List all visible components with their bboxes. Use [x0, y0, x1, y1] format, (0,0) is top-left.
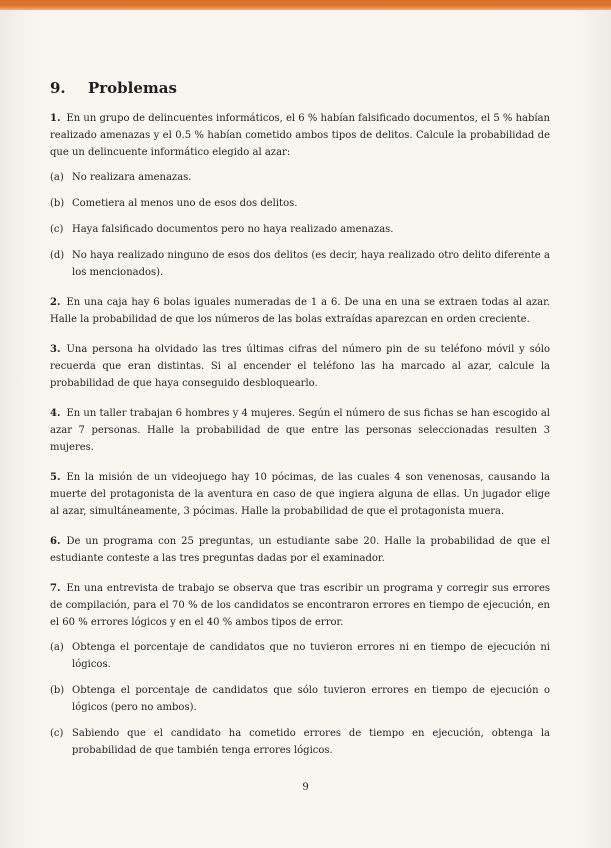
subitem-text: Sabiendo que el candidato ha cometido errores de tiempo en ejecución, obtenga la probabilidad de que también tenga errores lógicos.: [72, 728, 550, 756]
section-title-text: Problemas: [88, 79, 177, 97]
page-content: [50, 68, 550, 772]
subitem-label: (c): [50, 728, 64, 739]
problem-text: En un taller trabajan 6 hombres y 4 mujeres. Según el número de sus fichas se han escogido al azar 7 personas. Halle la probabilidad de que entre las personas seleccionadas resulten 3 mujeres.: [50, 408, 550, 453]
section-title: [50, 78, 550, 98]
problem-number: 2.: [50, 297, 61, 308]
problem-number: 1.: [50, 113, 61, 124]
subitem: [50, 195, 550, 212]
section-number: 9.: [50, 79, 66, 97]
problem-number: 3.: [50, 344, 61, 355]
problem-5: [50, 469, 550, 520]
problem-text: De un programa con 25 preguntas, un estudiante sabe 20. Halle la probabilidad de que el estudiante conteste a las tres preguntas dadas por el examinador.: [50, 536, 550, 564]
subitem-text: Obtenga el porcentaje de candidatos que sólo tuvieron errores en tiempo de ejecución o lógicos (pero no ambos).: [72, 685, 550, 713]
subitem: [50, 221, 550, 238]
subitem-text: Obtenga el porcentaje de candidatos que no tuvieron errores ni en tiempo de ejecución ni lógicos.: [72, 642, 550, 670]
subitem-text: No realizara amenazas.: [72, 172, 192, 183]
problem-text: Una persona ha olvidado las tres últimas cifras del número pin de su teléfono móvil y sólo recuerda que eran distintas. Si al encender el teléfono las ha marcado al azar, calcule la probabilidad de que haya conseguido desbloquearlo.: [50, 344, 550, 389]
subitem: [50, 169, 550, 186]
subitem: [50, 639, 550, 673]
problem-text: En una caja hay 6 bolas iguales numeradas de 1 a 6. De una en una se extraen todas al azar. Halle la probabilidad de que los números de las bolas extraídas aparezcan en orden creciente.: [50, 297, 550, 325]
problem-2: [50, 294, 550, 328]
subitem-label: (c): [50, 224, 64, 235]
subitem-text: Haya falsificado documentos pero no haya realizado amenazas.: [72, 224, 394, 235]
page-number: 9: [302, 782, 309, 793]
subitem-label: (b): [50, 198, 65, 209]
subitem-label: (a): [50, 172, 64, 183]
subitem: [50, 682, 550, 716]
problem-3: [50, 341, 550, 392]
problem-text: En la misión de un videojuego hay 10 pócimas, de las cuales 4 son venenosas, causando la muerte del protagonista de la aventura en caso de que ingiera alguna de ellas. Un jugador elige al azar, simultáneamente, 3 pócimas. Halle la probabilidad de que el protagonista muera.: [50, 472, 550, 517]
subitem: [50, 725, 550, 759]
problem-7-subitems: [50, 639, 550, 759]
subitem-label: (d): [50, 250, 65, 261]
problem-number: 5.: [50, 472, 61, 483]
subitem-text: No haya realizado ninguno de esos dos delitos (es decir, haya realizado otro delito diferente a los mencionados).: [72, 250, 550, 278]
problem-7: [50, 580, 550, 759]
problem-number: 7.: [50, 583, 61, 594]
problem-6: [50, 533, 550, 567]
page-top-edge: [0, 0, 611, 10]
problem-4: [50, 405, 550, 456]
subitem-text: Cometiera al menos uno de esos dos delitos.: [72, 198, 298, 209]
problem-number: 6.: [50, 536, 61, 547]
problem-text: En una entrevista de trabajo se observa que tras escribir un programa y corregir sus errores de compilación, para el 70 % de los candidatos se encontraron errores en tiempo de ejecución, en el 60 % errores lógicos y en el 40 % ambos tipos de error.: [50, 583, 550, 628]
problem-1-subitems: [50, 169, 550, 281]
subitem: [50, 247, 550, 281]
problem-text: En un grupo de delincuentes informáticos, el 6 % habían falsificado documentos, el 5 % habían realizado amenazas y el 0.5 % habían cometido ambos tipos de delitos. Calcule la probabilidad de que un delincuente informático elegido al azar:: [50, 113, 550, 158]
subitem-label: (a): [50, 642, 64, 653]
problem-1: [50, 110, 550, 281]
subitem-label: (b): [50, 685, 65, 696]
problem-number: 4.: [50, 408, 61, 419]
